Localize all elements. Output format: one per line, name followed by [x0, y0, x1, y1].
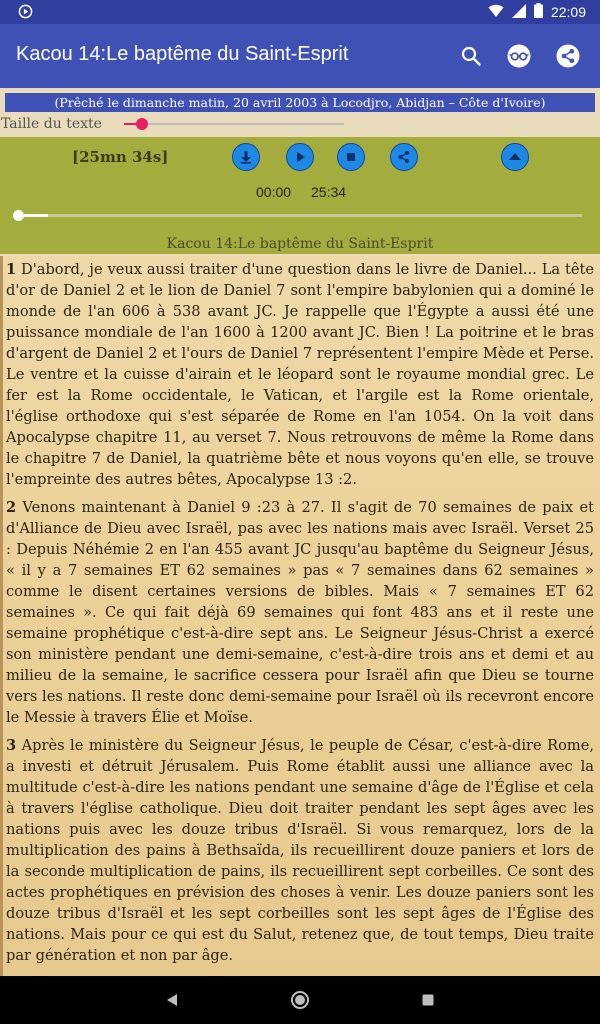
paragraph-text: Venons maintenant à Daniel 9 :23 à 27. Il s'agit de 70 semaines de paix et d'Alliance de Dieu avec Israël, pas avec les nations mais avec Israël. Verset 25 : Depuis Néhémie 2 en l'an 455 avant JC jusqu'au baptême du Seigneur Jésus, « il y a 7 semaines ET 62 semaines » pas « 7 semaines dans 62 semaines » comme le disent certaines versions de bibles. Mais « 7 semaines ET 62 semaines ». Ce qui fait déjà 69 semaines qui font 483 ans et il reste une semaine prophétique c'est-à-dire sept ans. Le Seigneur Jésus-Christ a exercé son ministère pendant une demi-semaine, c'est-à-dire trois ans et demi et au milieu de la semaine, le sacrifice cessera pour Israël afin que Dieu se tourne vers les nations. Il reste donc demi-semaine pour Israël où ils recevront encore le Messie à travers Élie et Moïse.: [6, 499, 594, 726]
app-bar: [0, 24, 600, 88]
app-title: Kacou 14:Le baptême du Saint-Esprit: [16, 43, 349, 65]
text-size-track: [124, 123, 344, 125]
clock: 22:09: [550, 4, 586, 20]
paragraph-text: Après le ministère du Seigneur Jésus, le peuple de César, c'est-à-dire Rome, a investi et détruit Jérusalem. Puis Rome établit aussi une alliance avec la multitude c'est-à-dire les nations pendant une semaine d'âge de l'Église et cela à travers l'église catholique. Dieu doit traiter pendant les sept âges avec les nations puis avec les douze tribus d'Israël. Si vous remarquez, lors de la multiplication des pains à Bethsaïda, ils recueillirent douze paniers et lors de la seconde multiplication de pains, ils recueillirent sept corbeilles. Ce sont des actes prophétiques en prévision des choses à venir. Les douze paniers sont les douze tribus d'Israël et les sept corbeilles sont les sept âges de l'Église des nations. Mais pour ce qui est du Salut, retenez que, de tout temps, Dieu traite par génération et non par âge.: [6, 737, 594, 964]
audio-duration: [25mn 34s]: [72, 148, 169, 166]
share-icon[interactable]: [556, 44, 580, 68]
seek-thumb[interactable]: [13, 210, 24, 221]
glasses-icon[interactable]: [507, 44, 531, 68]
wifi-icon: [488, 4, 504, 21]
paragraph-text: D'abord, je veux aussi traiter d'une question dans le livre de Daniel... La tête d'or de Daniel 2 et le lion de Daniel 7 sont l'empire babylonien qui a dominé le monde de l'an 606 à 538 avant JC. Je rappelle que l'Égypte a aussi été une puissance mondiale de l'an 1600 à 1200 avant JC. Bien ! La poitrine et le bras d'argent de Daniel 2 et l'ours de Daniel 7 représentent l'empire Mède et Perse. Le ventre et la cuisse d'airain et le léopard sont le royaume mondial grec. Le fer est la Rome occidentale, le Vatican, et l'argile est la Rome orientale, l'église orthodoxe qui s'est séparée de Rome en l'an 1054. On la voit dans Apocalypse chapitre 11, au verset 7. Nous retrouvons de même la Rome dans le chapitre 7 de Daniel, la quatrième bête et nous voyons qu'en elle, se trouve l'empreinte des autres bêtes, Apocalypse 13 :2.: [6, 261, 594, 488]
battery-icon: [534, 3, 543, 21]
current-time: 00:00: [256, 184, 292, 200]
total-time: 25:34: [311, 184, 347, 200]
document-title: Kacou 14:Le baptême du Saint-Esprit: [166, 236, 434, 252]
play-icon[interactable]: [286, 143, 314, 171]
text-size-label: Taille du texte: [1, 116, 102, 132]
cell-signal-icon: [512, 4, 526, 21]
navigation-bar: [0, 976, 600, 1024]
sermon-content: [0, 256, 600, 976]
search-icon[interactable]: [459, 44, 483, 68]
paragraph: [3, 732, 600, 970]
media-notification-icon: [18, 4, 33, 23]
text-size-thumb[interactable]: [136, 118, 148, 130]
recents-icon[interactable]: [418, 990, 438, 1010]
paragraph: [3, 494, 600, 732]
stop-icon[interactable]: [337, 143, 365, 171]
back-icon[interactable]: [162, 990, 182, 1010]
paragraph-number: 1: [6, 261, 17, 278]
preach-info: (Prêché le dimanche matin, 20 avril 2003 à Locodjro, Abidjan – Côte d'Ivoire): [5, 93, 595, 112]
text-size-slider[interactable]: [124, 116, 344, 132]
paragraph-number: 3: [6, 737, 17, 754]
paragraph: [3, 256, 600, 494]
seek-bar[interactable]: [18, 209, 582, 221]
home-icon[interactable]: [290, 990, 310, 1010]
share-audio-icon[interactable]: [390, 143, 418, 171]
status-bar: [0, 0, 600, 24]
scroll-up-icon[interactable]: [501, 143, 529, 171]
seek-track: [18, 214, 582, 217]
paragraph-number: 2: [6, 499, 17, 516]
download-icon[interactable]: [232, 143, 260, 171]
